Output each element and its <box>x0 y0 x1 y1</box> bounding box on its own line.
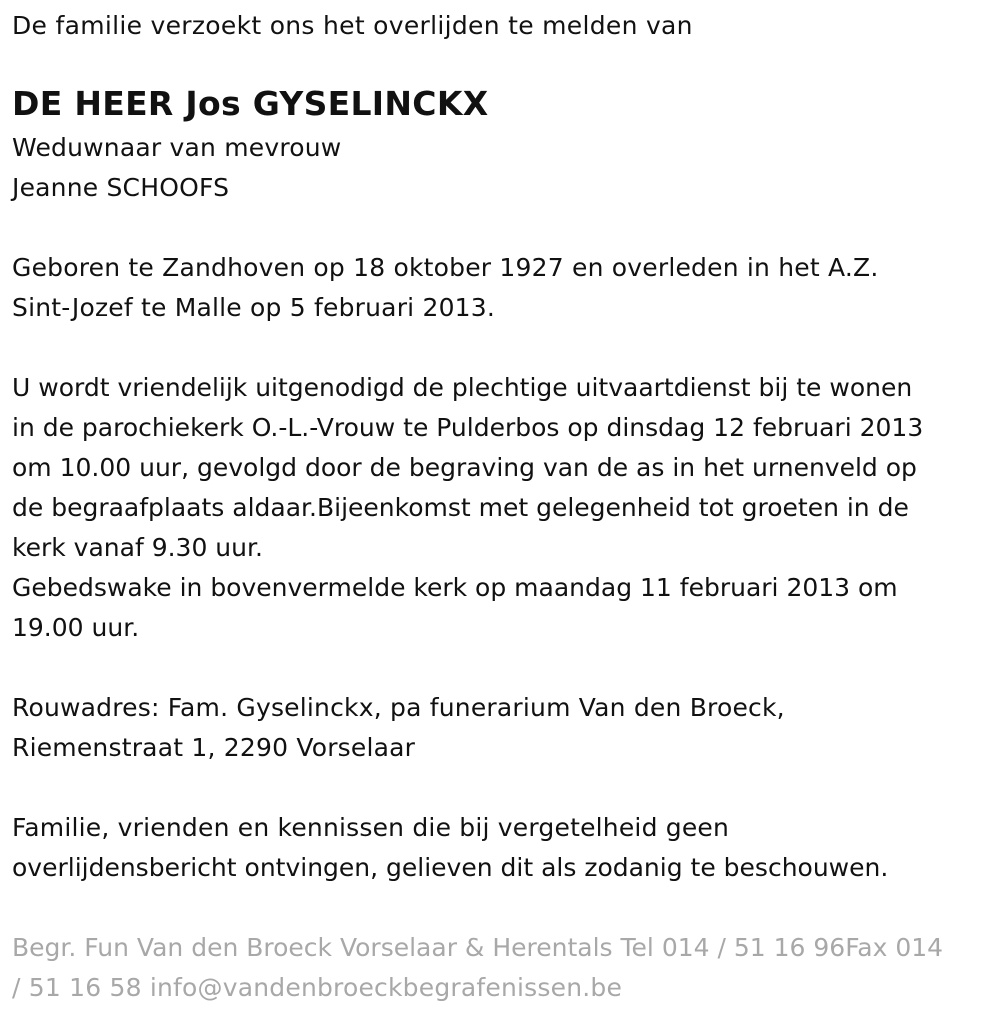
spacer <box>12 648 988 688</box>
service-line-3: om 10.00 uur, gevolgd door de begraving van de as in het urnenveld op <box>12 453 917 482</box>
service-line-4: de begraafplaats aldaar.Bijeenkomst met gelegenheid tot groeten in de <box>12 493 909 522</box>
address-line-1: Rouwadres: Fam. Gyselinckx, pa funerarium Van den Broeck, <box>12 693 785 722</box>
spouse-line-2: Jeanne SCHOOFS <box>12 173 230 202</box>
spacer <box>12 888 988 928</box>
birth-death-line-2: Sint-Jozef te Malle op 5 februari 2013. <box>12 293 496 322</box>
funeral-home-footer-line-1: Begr. Fun Van den Broeck Vorselaar & Herentals Tel 014 / 51 16 96Fax 014 <box>12 933 944 962</box>
service-line-2: in de parochiekerk O.-L.-Vrouw te Pulderbos op dinsdag 12 februari 2013 <box>12 413 924 442</box>
spacer <box>12 768 988 808</box>
birth-death-line-1: Geboren te Zandhoven op 18 oktober 1927 en overleden in het A.Z. <box>12 253 879 282</box>
deceased-name: DE HEER Jos GYSELINCKX <box>12 84 489 123</box>
closing-line-2: overlijdensbericht ontvingen, gelieven dit als zodanig te beschouwen. <box>12 853 889 882</box>
service-line-5: kerk vanaf 9.30 uur. <box>12 533 263 562</box>
spouse-line-1: Weduwnaar van mevrouw <box>12 133 342 162</box>
service-line-1: U wordt vriendelijk uitgenodigd de plechtige uitvaartdienst bij te wonen <box>12 373 913 402</box>
spacer <box>12 208 988 248</box>
closing-line-1: Familie, vrienden en kennissen die bij vergetelheid geen <box>12 813 730 842</box>
funeral-home-footer-line-2: / 51 16 58 info@vandenbroeckbegrafenissen.be <box>12 973 623 1002</box>
intro-text: De familie verzoekt ons het overlijden te melden van <box>12 11 693 40</box>
wake-line-2: 19.00 uur. <box>12 613 140 642</box>
wake-line-1: Gebedswake in bovenvermelde kerk op maandag 11 februari 2013 om <box>12 573 898 602</box>
address-line-2: Riemenstraat 1, 2290 Vorselaar <box>12 733 416 762</box>
spacer <box>12 328 988 368</box>
